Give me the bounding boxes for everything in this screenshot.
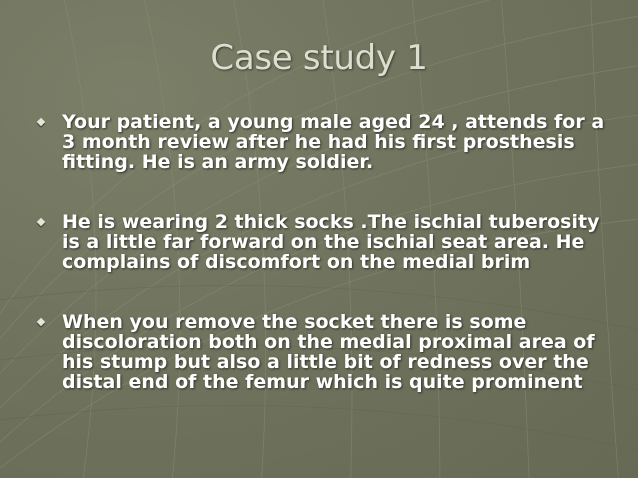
- bullet-text: Your patient, a young male aged 24 , attends for a 3 month review after he had his first prosthesis fitting. He is an army soldier.: [62, 111, 605, 173]
- diamond-bullet-icon: [37, 318, 45, 326]
- bullet-text: He is wearing 2 thick socks .The ischial tuberosity is a little far forward on the ischial seat area. He complains of discomfort on the medial brim: [62, 211, 600, 273]
- bullet-item: [38, 112, 618, 172]
- bullet-list: [38, 112, 618, 432]
- diamond-bullet-icon: [37, 118, 45, 126]
- bullet-item: [38, 212, 618, 272]
- bullet-text: When you remove the socket there is some discoloration both on the medial proximal area of his stump but also a little bit of redness over the distal end of the femur which is quite prominent: [62, 311, 595, 393]
- bullet-item: [38, 312, 618, 392]
- slide-title: Case study 1: [210, 38, 428, 78]
- diamond-bullet-icon: [37, 218, 45, 226]
